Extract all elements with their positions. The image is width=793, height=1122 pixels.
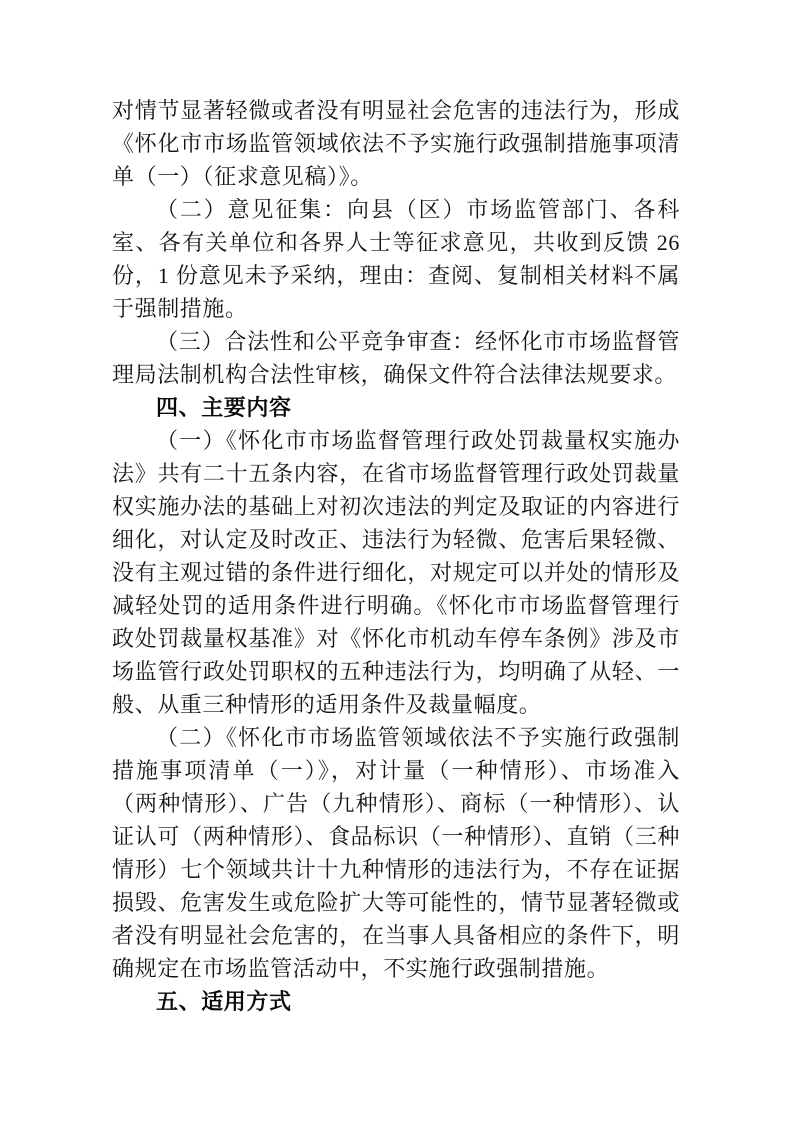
- paragraph: （二）《怀化市市场监管领域依法不予实施行政强制措施事项清单（一）》，对计量（一种情形）、市场准入（两种情形）、广告（九种情形）、商标（一种情形）、认证认可（两种情形）、食品标识（一种情形）、直销（三种情形）七个领域共计十九种情形的违法行为，不存在证据损毁、危害发生或危险扩大等可能性的，情节显著轻微或者没有明显社会危害的，在当事人具备相应的条件下，明确规定在市场监管活动中，不实施行政强制措施。: [112, 725, 680, 981]
- paragraph: 对情节显著轻微或者没有明显社会危害的违法行为，形成《怀化市市场监管领域依法不予实施行政强制措施事项清单（一）（征求意见稿）》。: [112, 98, 680, 189]
- paragraph: （三）合法性和公平竞争审查：经怀化市市场监督管理局法制机构合法性审核，确保文件符合法律法规要求。: [112, 329, 680, 387]
- section-heading: 四、主要内容: [156, 395, 292, 420]
- document-body: [112, 94, 680, 1018]
- paragraph: （二）意见征集：向县（区）市场监管部门、各科室、各有关单位和各界人士等征求意见，共收到反馈 26 份，1 份意见未予采纳，理由：查阅、复制相关材料不属于强制措施。: [112, 197, 680, 321]
- paragraph: （一）《怀化市市场监督管理行政处罚裁量权实施办法》共有二十五条内容，在省市场监督管理行政处罚裁量权实施办法的基础上对初次违法的判定及取证的内容进行细化，对认定及时改正、违法行为轻微、危害后果轻微、没有主观过错的条件进行细化，对规定可以并处的情形及减轻处罚的适用条件进行明确。《怀化市市场监督管理行政处罚裁量权基准》对《怀化市机动车停车条例》涉及市场监管行政处罚职权的五种违法行为，均明确了从轻、一般、从重三种情形的适用条件及裁量幅度。: [112, 428, 680, 717]
- section-heading: 五、适用方式: [156, 989, 292, 1014]
